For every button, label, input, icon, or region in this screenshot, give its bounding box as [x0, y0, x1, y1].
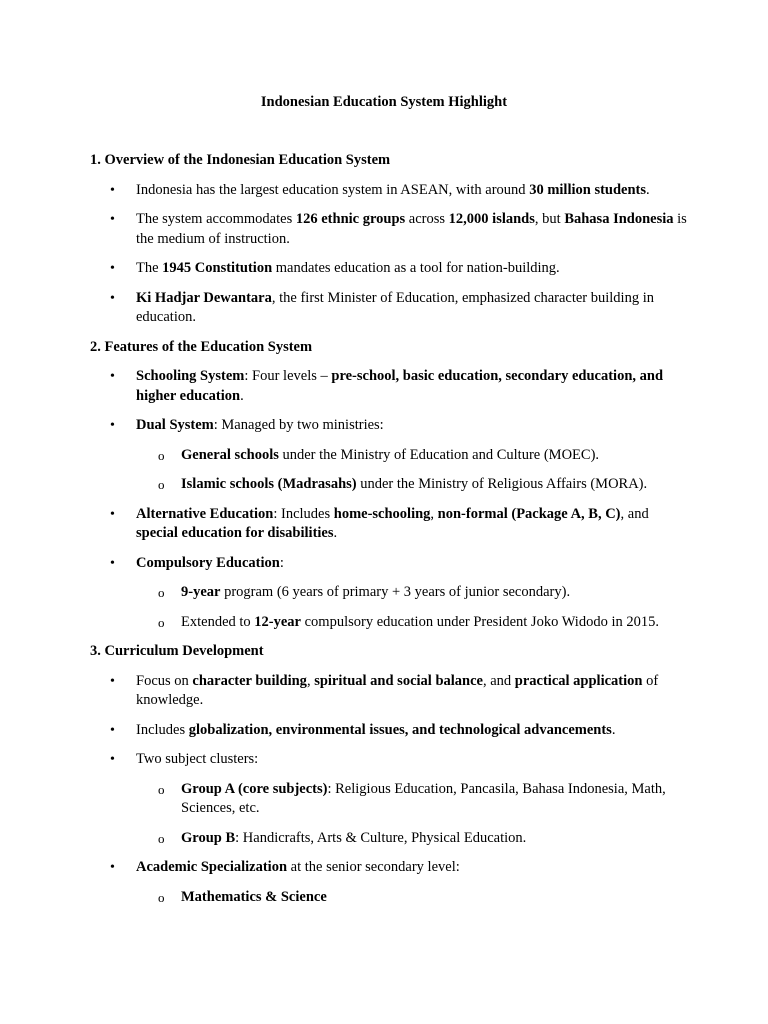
item-bold-text: Islamic schools (Madrasahs) — [181, 476, 357, 492]
item-bold-text: special education for disabilities — [136, 525, 334, 541]
item-text: under the Ministry of Education and Culture (MOEC). — [278, 446, 600, 463]
item-bold-text: 12,000 islands — [448, 211, 535, 227]
item-text: , the first Minister of Education, emphasized character building in education. — [136, 289, 654, 325]
sub-bullet-list — [136, 446, 690, 495]
sub-list-item — [136, 888, 690, 908]
section-heading: 3. Curriculum Development — [90, 643, 264, 659]
sub-bullet-list — [136, 780, 690, 849]
bullet-icon: • — [110, 418, 115, 433]
item-bold-text: Schooling System — [136, 368, 245, 384]
bullet-icon: • — [110, 212, 115, 227]
list-item — [90, 289, 690, 328]
item-bold-text: globalization, environmental issues, and technological advancements — [188, 721, 612, 738]
item-text: across — [405, 211, 449, 227]
item-bold-text: 1945 Constitution — [162, 260, 273, 276]
item-bold-text: Academic Specialization — [136, 859, 288, 875]
sub-list-item — [136, 613, 690, 633]
item-bold-text: home-schooling — [333, 505, 431, 522]
circle-bullet-icon: o — [158, 830, 165, 846]
item-text: , — [430, 505, 438, 522]
bullet-icon: • — [110, 860, 115, 875]
item-text: of knowledge. — [136, 672, 659, 708]
list-item — [90, 750, 690, 848]
list-item — [90, 259, 690, 279]
item-text: Extended to — [181, 613, 255, 630]
item-bold-text: 12-year — [254, 613, 301, 630]
item-text: : Handicrafts, Arts & Culture, Physical Education. — [235, 829, 527, 846]
item-text: program (6 years of primary + 3 years of junior secondary). — [220, 584, 571, 600]
section-heading: 2. Features of the Education System — [90, 338, 313, 355]
bullet-list — [90, 672, 690, 908]
item-bold-text: 9-year — [181, 584, 221, 600]
list-item — [90, 858, 690, 907]
item-bold-text: Compulsory Education — [136, 554, 280, 571]
bullet-icon: • — [110, 555, 115, 571]
item-bold-text: 126 ethnic groups — [295, 211, 406, 227]
item-text: Focus on — [136, 672, 193, 689]
item-text: The — [136, 260, 163, 276]
item-text: , but — [534, 211, 565, 227]
document-body — [90, 151, 690, 917]
item-bold-text: spiritual and social balance — [314, 672, 483, 689]
item-text: at the senior secondary level: — [287, 859, 460, 875]
item-text: . — [611, 721, 616, 738]
list-item — [90, 672, 690, 711]
item-bold-text: non-formal (Package A, B, C) — [437, 505, 621, 522]
item-bold-text: 30 million students — [529, 181, 647, 198]
circle-bullet-icon: o — [158, 889, 165, 905]
item-text: , — [306, 672, 315, 689]
item-text: . — [646, 181, 650, 198]
item-bold-text: Dual System — [136, 417, 214, 433]
circle-bullet-icon: o — [158, 614, 165, 630]
sub-list-item — [136, 446, 690, 466]
item-bold-text: Group A (core subjects) — [181, 780, 328, 797]
item-text: The system accommodates — [136, 211, 296, 227]
bullet-list — [90, 181, 690, 328]
document-title: Indonesian Education System Highlight — [260, 94, 508, 110]
sub-list-item — [136, 780, 690, 819]
list-item — [90, 367, 690, 406]
list-item — [90, 505, 690, 544]
item-text: compulsory education under President Joko Widodo in 2015. — [301, 613, 659, 630]
item-bold-text: pre-school, basic education, secondary education, and higher education — [136, 368, 664, 404]
item-bold-text: General schools — [181, 446, 279, 463]
bullet-list — [90, 367, 690, 632]
item-text: , and — [482, 672, 515, 689]
list-item — [90, 721, 690, 741]
list-item — [90, 181, 690, 201]
item-bold-text: practical application — [514, 672, 643, 689]
bullet-icon: • — [110, 722, 115, 738]
item-bold-text: Ki Hadjar Dewantara — [136, 289, 272, 306]
sub-list-item — [136, 583, 690, 603]
circle-bullet-icon: o — [158, 477, 165, 492]
sub-list-item — [136, 475, 690, 495]
bullet-icon: • — [110, 673, 115, 689]
bullet-icon: • — [110, 261, 115, 276]
item-text: Two subject clusters: — [136, 751, 259, 767]
item-text: : Managed by two ministries: — [213, 417, 384, 433]
circle-bullet-icon: o — [158, 585, 165, 600]
item-text: Indonesia has the largest education system in ASEAN, with around — [136, 181, 530, 198]
item-bold-text: Bahasa Indonesia — [564, 211, 674, 227]
item-text: . — [333, 525, 338, 541]
bullet-icon: • — [110, 369, 115, 384]
circle-bullet-icon: o — [158, 781, 165, 797]
item-text: . — [240, 387, 244, 404]
bullet-icon: • — [110, 506, 115, 522]
bullet-icon: • — [110, 182, 115, 198]
item-text: is the medium of instruction. — [136, 211, 687, 247]
bullet-icon: • — [110, 290, 115, 306]
circle-bullet-icon: o — [158, 447, 165, 463]
item-bold-text: Mathematics & Science — [181, 888, 327, 905]
item-text: : — [279, 554, 284, 571]
list-item — [90, 210, 690, 249]
item-bold-text: Group B — [181, 829, 236, 846]
section-heading: 1. Overview of the Indonesian Education System — [90, 152, 391, 168]
sub-list-item — [136, 829, 690, 849]
item-bold-text: character building — [192, 672, 307, 689]
bullet-icon: • — [110, 752, 115, 767]
item-text: : Four levels – — [244, 368, 332, 384]
item-text: under the Ministry of Religious Affairs (MORA). — [356, 476, 648, 492]
item-bold-text: Alternative Education — [136, 505, 274, 522]
item-text: mandates education as a tool for nation-building. — [272, 260, 560, 276]
item-text: , and — [620, 505, 649, 522]
list-item — [90, 554, 690, 633]
item-text: Includes — [136, 721, 189, 738]
sub-bullet-list — [136, 888, 690, 908]
list-item — [90, 416, 690, 495]
item-text: : Religious Education, Pancasila, Bahasa Indonesia, Math, Sciences, etc. — [181, 780, 666, 816]
sub-bullet-list — [136, 583, 690, 632]
item-text: : Includes — [273, 505, 334, 522]
